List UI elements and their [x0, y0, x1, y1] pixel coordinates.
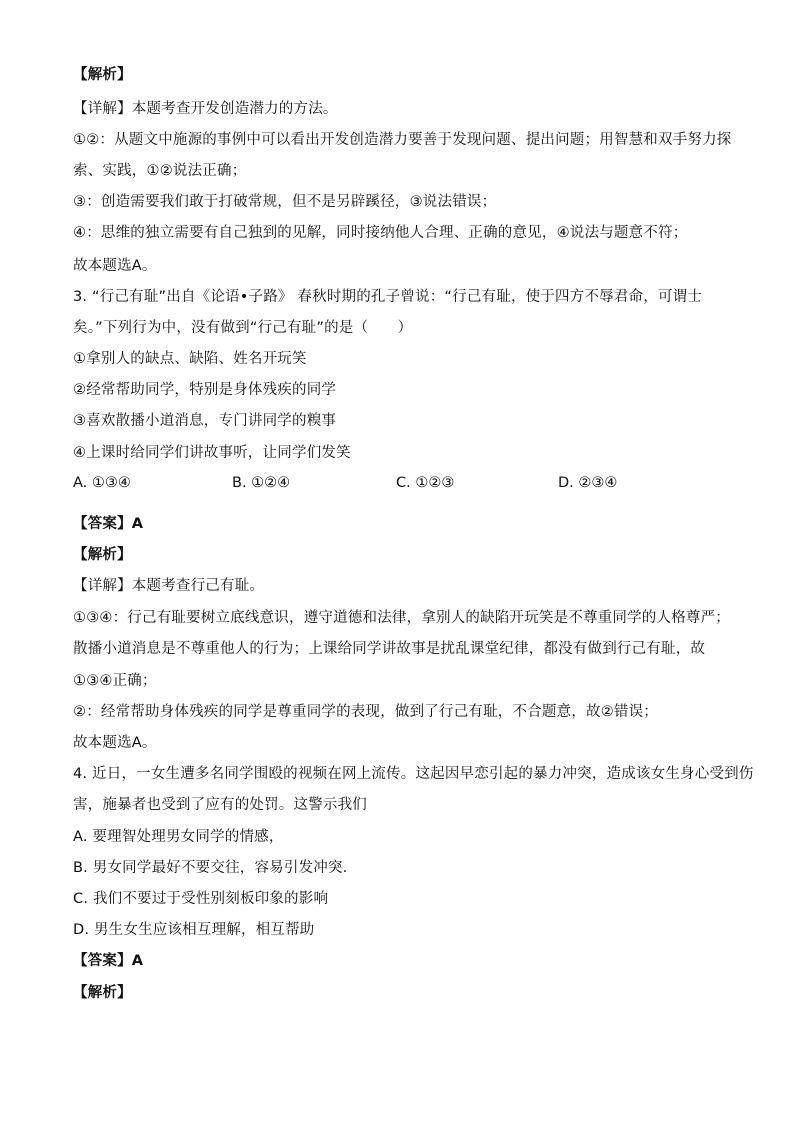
detail-line: 【详解】本题考查行己有耻。 — [73, 578, 265, 594]
text-line: ①②：从题文中施源的事例中可以看出开发创造潜力要善于发现问题、提出问题；用智慧和双手努力探 — [73, 132, 732, 148]
option-c: C. ①②③ — [396, 475, 455, 491]
text-line: 索、实践，①②说法正确； — [73, 163, 247, 179]
answer-line: 【答案】A — [73, 516, 144, 532]
option-b: B. 男女同学最好不要交往，容易引发冲突. — [73, 860, 348, 876]
text-line: ④：思维的独立需要有自己独到的见解，同时接纳他人合理、正确的意见，④说法与题意不符； — [73, 225, 688, 241]
text-line: ②：经常帮助身体残疾的同学是尊重同学的表现，做到了行己有耻，不合题意，故②错误； — [73, 704, 658, 720]
text-line: 散播小道消息是不尊重他人的行为；上课给同学讲故事是扰乱课堂纪律，都没有做到行己有耻，故 — [73, 641, 706, 657]
option-b: B. ①②④ — [232, 475, 291, 491]
statement-3: ③喜欢散播小道消息，专门讲同学的糗事 — [73, 413, 337, 429]
option-d: D. 男生女生应该相互理解，相互帮助 — [73, 922, 315, 938]
detail-line: 【详解】本题考查开发创造潜力的方法。 — [73, 101, 338, 117]
statement-1: ①拿别人的缺点、缺陷、姓名开玩笑 — [73, 351, 307, 367]
analysis-heading: 【解析】 — [73, 985, 132, 1001]
option-c: C. 我们不要过于受性别刻板印象的影响 — [73, 891, 329, 907]
text-line: 故本题选A。 — [73, 258, 157, 274]
answer-line: 【答案】A — [73, 953, 144, 969]
analysis-heading: 【解析】 — [73, 547, 132, 563]
text-line: ①③④：行己有耻要树立底线意识，遵守道德和法律，拿别人的缺陷开玩笑是不尊重同学的人格尊严； — [73, 610, 730, 626]
option-d: D. ②③④ — [558, 475, 618, 491]
question-4-line: 4. 近日，一女生遭多名同学围殴的视频在网上流传。这起因早恋引起的暴力冲突，造成该女生身心受到伤 — [73, 766, 754, 782]
analysis-heading: 【解析】 — [73, 67, 132, 83]
option-a: A. 要理智处理男女同学的情感， — [73, 829, 284, 845]
question-4-line: 害，施暴者也受到了应有的处罚。这警示我们 — [73, 797, 367, 813]
text-line: ①③④正确； — [73, 673, 157, 689]
statement-4: ④上课时给同学们讲故事听，让同学们发笑 — [73, 445, 351, 461]
text-line: ③：创造需要我们敢于打破常规，但不是另辟蹊径，③说法错误； — [73, 194, 497, 210]
statement-2: ②经常帮助同学，特别是身体残疾的同学 — [73, 382, 337, 398]
question-3-line: 矣。”下列行为中，没有做到“行己有耻”的是（ ） — [73, 320, 413, 336]
text-line: 故本题选A。 — [73, 735, 157, 751]
option-a: A. ①③④ — [73, 475, 131, 491]
question-3-line: 3. “行己有耻”出自《论语•子路》 春秋时期的孔子曾说：“行己有耻，使于四方不辱君命，可谓士 — [73, 289, 703, 305]
